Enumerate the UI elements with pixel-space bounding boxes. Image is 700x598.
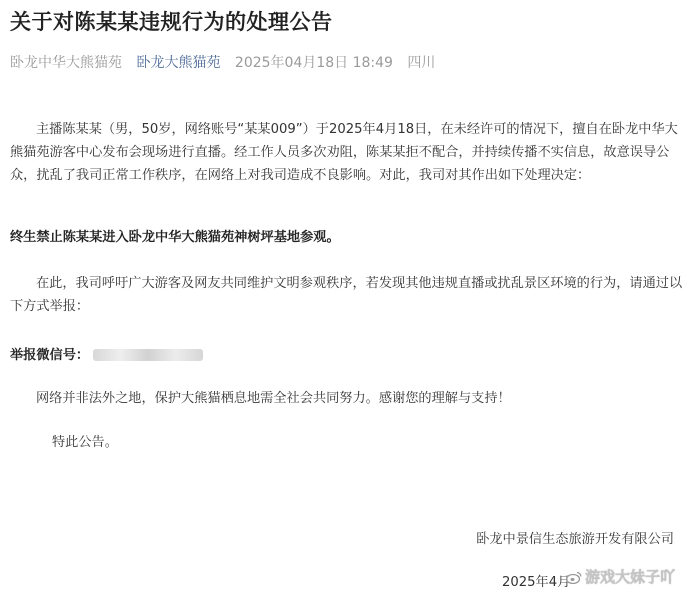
- watermark-text: 游戏大妹子吖: [585, 568, 676, 586]
- source-name: 卧龙中华大熊猫苑: [10, 55, 122, 71]
- blurred-wechat-id: [93, 349, 203, 361]
- article-title: 关于对陈某某违规行为的处理公告: [10, 10, 333, 34]
- paragraph-appeal: 在此，我司呼吁广大游客及网友共同维护文明参观秩序，若发现其他违规直播或扰乱景区环境的行为，请通过以下方式举报：: [10, 276, 683, 314]
- report-wechat: [10, 344, 203, 363]
- report-label: 举报微信号：: [10, 348, 90, 363]
- watermark: [566, 566, 675, 587]
- paragraph-decision: 终生禁止陈某某进入卧龙中华大熊猫苑神树坪基地参观。: [10, 230, 340, 245]
- paragraph-closing: 网络并非法外之地，保护大熊猫栖息地需全社会共同努力。感谢您的理解与支持！: [36, 391, 511, 406]
- account-link[interactable]: 卧龙大熊猫苑: [136, 55, 221, 71]
- article-meta: [10, 52, 445, 72]
- publish-location: 四川: [407, 55, 436, 71]
- signature-date: 2025年4月: [502, 575, 571, 590]
- paragraph-incident: 主播陈某某（男，50岁，网络账号“某某009”）于2025年4月18日，在未经许可的情况下，擅自在卧龙中华大熊猫苑游客中心发布会现场进行直播。经工作人员多次劝阻，陈某某拒不配合，并持续传播不实信息，故意误导公众，扰乱了我司正常工作秩序，在网络上对我司造成不良影响。对此，我司对其作出如下处理决定：: [10, 122, 678, 183]
- paragraph-notice: 特此公告。: [52, 435, 118, 450]
- signature: 卧龙中景信生态旅游开发有限公司: [476, 532, 674, 547]
- publish-datetime: 2025年04月18日 18:49: [234, 55, 393, 71]
- weibo-logo-icon: [566, 571, 582, 584]
